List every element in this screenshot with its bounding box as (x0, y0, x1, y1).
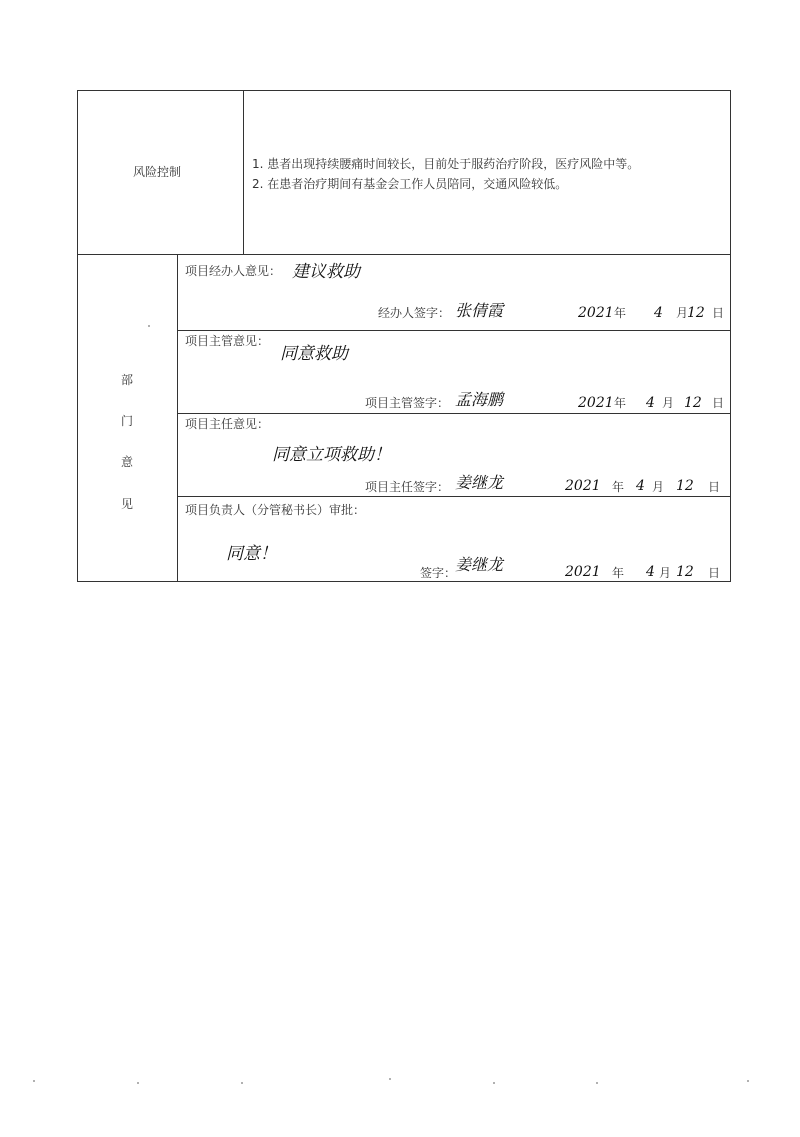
signature-label: 经办人签字： (378, 306, 451, 320)
date-year-unit: 年 (612, 480, 625, 494)
date-day-unit: 日 (708, 480, 721, 494)
date-month: 4 (636, 478, 645, 494)
date-year: 2021 (565, 564, 601, 580)
date-month-unit: 月 (659, 566, 672, 580)
dept-label-char: 门 (121, 414, 134, 428)
opinion-label: 项目主管意见： (185, 334, 270, 348)
scan-speck (148, 325, 150, 327)
risk-column-divider (243, 90, 244, 254)
date-month: 4 (646, 564, 655, 580)
date-year-unit: 年 (612, 566, 625, 580)
risk-item: 2. 在患者治疗期间有基金会工作人员陪同，交通风险较低。 (252, 177, 568, 191)
row-divider (177, 413, 731, 414)
date-day-unit: 日 (708, 566, 721, 580)
row-divider (177, 330, 731, 331)
date-day: 12 (687, 305, 705, 321)
date-year: 2021 (578, 395, 614, 411)
scan-speck (241, 1082, 243, 1084)
handwritten-opinion: 同意救助 (280, 344, 348, 364)
scan-speck (137, 1082, 139, 1084)
scan-speck (596, 1082, 598, 1084)
scan-speck (493, 1082, 495, 1084)
handwritten-opinion: 同意立项救助！ (272, 445, 391, 465)
date-month: 4 (646, 395, 655, 411)
date-day-unit: 日 (712, 396, 725, 410)
dept-label-char: 见 (121, 497, 134, 511)
row-divider (177, 496, 731, 497)
date-day-unit: 日 (712, 306, 725, 320)
date-year: 2021 (578, 305, 614, 321)
date-day: 12 (684, 395, 702, 411)
handwritten-signature: 姜继龙 (455, 473, 504, 492)
date-year-unit: 年 (614, 396, 627, 410)
scan-speck (33, 1080, 35, 1082)
opinion-label: 项目负责人（分管秘书长）审批： (185, 503, 366, 517)
date-year: 2021 (565, 478, 601, 494)
handwritten-opinion: 同意！ (226, 544, 277, 564)
date-day: 12 (676, 478, 694, 494)
handwritten-signature: 孟海鹏 (455, 390, 504, 409)
opinion-label: 项目经办人意见： (185, 264, 282, 278)
handwritten-signature: 姜继龙 (455, 555, 504, 574)
scan-speck (747, 1080, 749, 1082)
dept-label-char: 部 (121, 373, 134, 387)
handwritten-opinion: 建议救助 (292, 262, 360, 282)
dept-column-divider (177, 254, 178, 582)
scan-speck (389, 1078, 391, 1080)
handwritten-signature: 张倩霞 (455, 301, 504, 320)
risk-control-label: 风险控制 (133, 165, 182, 179)
opinion-label: 项目主任意见： (185, 417, 270, 431)
date-year-unit: 年 (614, 306, 627, 320)
date-month-unit: 月 (662, 396, 675, 410)
date-month-unit: 月 (652, 480, 665, 494)
date-day: 12 (676, 564, 694, 580)
dept-label-char: 意 (121, 455, 134, 469)
risk-item: 1. 患者出现持续腰痛时间较长，目前处于服药治疗阶段，医疗风险中等。 (252, 157, 640, 171)
signature-label: 签字： (420, 566, 457, 580)
signature-label: 项目主任签字： (365, 480, 450, 494)
date-month: 4 (654, 305, 663, 321)
signature-label: 项目主管签字： (365, 396, 450, 410)
date-month-unit: 月 (676, 306, 689, 320)
section-divider (77, 254, 731, 255)
